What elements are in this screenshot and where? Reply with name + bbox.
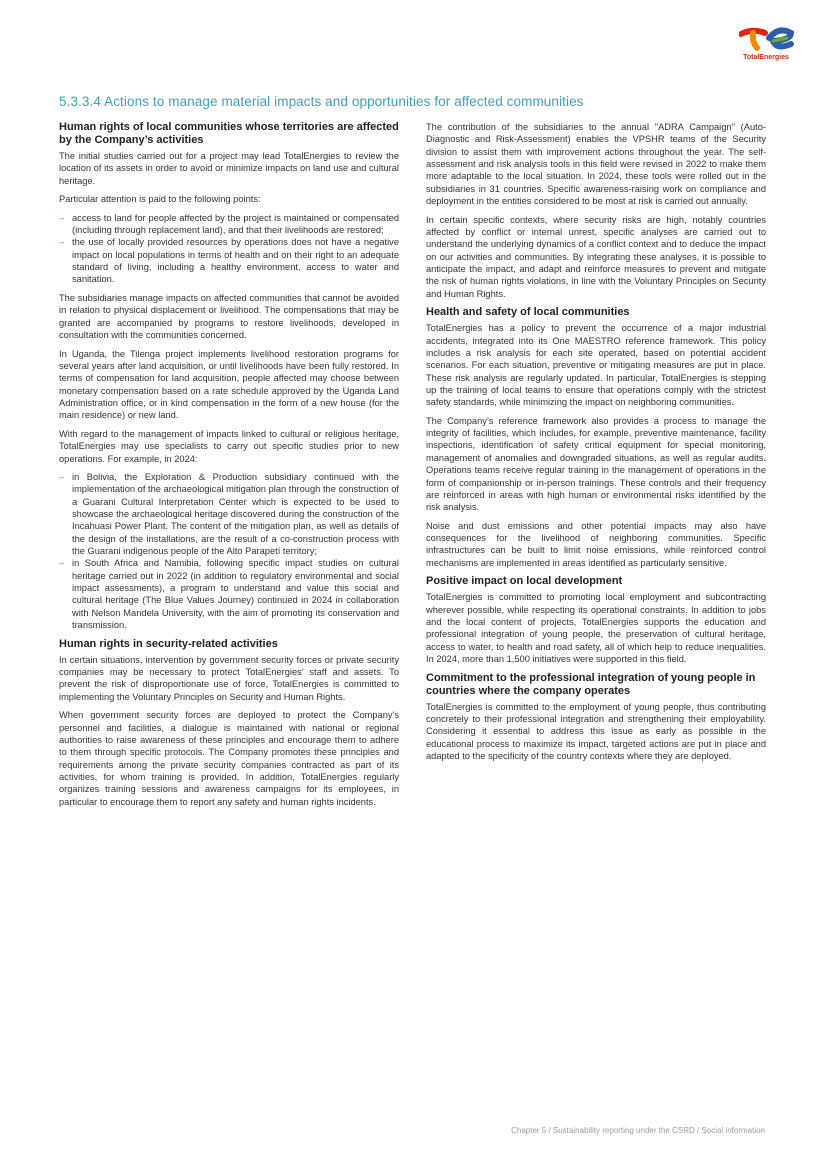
list-item: – access to land for people affected by the project is maintained or compensated (including through replacement land), and that their livelihoods are restored; — [59, 212, 399, 236]
paragraph: Particular attention is paid to the following points: — [59, 194, 261, 205]
heading-security: Human rights in security-related activities — [59, 637, 278, 650]
dash-bullet-icon: – — [59, 237, 65, 248]
heading-young-people: Commitment to the professional integration of young people in countries where the company operates — [426, 671, 756, 697]
dash-bullet-icon: – — [59, 472, 65, 483]
logo-text: TotalEnergies — [743, 54, 789, 61]
bullet-list — [59, 212, 399, 286]
paragraph: TotalEnergies is committed to the employment of young people, thus contributing concretely to their professional integration and strengthening their employability. Considering it essential to address this issue as early as possible in the educational process to maximize its impact, targeted actions are put in place and adapted to the specificity of the country contexts where they are deployed. — [426, 701, 766, 761]
paragraph: TotalEnergies is committed to promoting local employment and subcontracting wherever possible, while respecting its operational constraints. In addition to jobs and the local content of projects, TotalEnergies supports the education and professional integration of young people, the preservation of cultural heritage, access to water, to health and road safety, all of which help to reduce inequalities. In 2024, more than 1,500 initiatives were supported in this field. — [426, 592, 766, 664]
paragraph: In Uganda, the Tilenga project implements livelihood restoration programs for several years after land acquisition, or until livelihoods have been fully restored. In terms of compensation for land acquisition, people affected may choose between monetary compensation based on a rate schedule approved by the Uganda Land Administration office, or in kind compensation in the form of a new house (for the main residence) or new land. — [59, 348, 399, 421]
paragraph: The initial studies carried out for a project may lead TotalEnergies to review the location of its assets in order to avoid or minimize impacts on land use and cultural heritage. — [59, 151, 399, 186]
totalenergies-logo-icon — [739, 24, 795, 52]
list-item: – the use of locally provided resources by operations does not have a negative impact on local populations in terms of health and on their right to an adequate standard of living, including a healthy environment, access to water and sanitation. — [59, 237, 399, 285]
section-title: 5.3.3.4 Actions to manage material impacts and opportunities for affected communities — [59, 94, 584, 109]
bullet-list — [59, 471, 399, 631]
heading-local-development: Positive impact on local development — [426, 575, 623, 588]
dash-bullet-icon: – — [59, 558, 65, 569]
dash-bullet-icon: – — [59, 212, 65, 223]
paragraph: The Company’s reference framework also provides a process to manage the integrity of facilities, which includes, for example, preventive maintenance, facility inspections, identification of safety critical equipment for special monitoring, management of anomalies and downgraded situations, as well as regular audits. Operations teams receive regular training in the management of operations in the form of companionship or in-person trainings. These controls and their frequency are reinforced in areas with high human or environmental risks identified by the risk analysis. — [426, 415, 766, 513]
paragraph: With regard to the management of impacts linked to cultural or religious heritage, TotalEnergies may use specialists to carry out specific studies prior to new operations. For example, in 2024: — [59, 428, 399, 464]
right-column — [426, 121, 766, 768]
paragraph: In certain specific contexts, where security risks are high, notably countries affected by conflict or internal unrest, specific analyses are carried out to understand the underlying dynamics of a conflict context and to deduce the impact on our activities and communities. By integrating these analyses, it is possible to anticipate the impact, and adapt and reinforce measures to prevent and mitigate the risk of human rights violations, in line with the Voluntary Principles on Security and Human Rights. — [426, 214, 766, 299]
paragraph: In certain situations, intervention by government security forces or private security companies may be necessary to protect TotalEnergies’ staff and assets. To prevent the risk of disproportionate use of force, TotalEnergies is committed to implementing the Voluntary Principles on Security and Human Rights. — [59, 654, 399, 702]
left-column — [59, 121, 399, 814]
heading-health-safety: Health and safety of local communities — [426, 306, 630, 319]
totalenergies-logo — [735, 24, 797, 68]
page-footer: Chapter 5 / Sustainability reporting under the CSRD / Social information — [511, 1126, 765, 1135]
paragraph: Noise and dust emissions and other potential impacts may also have consequences for the livelihood of neighboring communities. Specific infrastructures can be built to limit noise emissions, while reinforced control mechanisms are implemented in areas identified as particularly sensitive. — [426, 520, 766, 568]
list-item: – in Bolivia, the Exploration & Production subsidiary continued with the implementation of the archaeological mitigation plan through the construction of a Guarani Cultural Interpretation Center which is expected to be used to showcase the archaeological heritage discovered during the construction of the Incahuasi Power Plant. The content of the mitigation plan, as well as details of the design of the installations, are the result of a co-construction process with the Guarani indigenous people of the Alto Parapetí territory; — [59, 472, 399, 557]
paragraph: When government security forces are deployed to protect the Company's personnel and facilities, a dialogue is maintained with national or regional authorities to raise awareness of these principles and encourage them to adhere to them through specific protocols. The Company promotes these principles and requirements among the private security companies contracted as part of its activities, for whom training is provided. In addition, TotalEnergies regularly organizes training sessions and awareness campaigns for its employees, in particular to encourage them to report any safety and human rights incidents. — [59, 710, 399, 807]
paragraph: The subsidiaries manage impacts on affected communities that cannot be avoided in relation to physical displacement or livelihood. The compensations that may be granted are accompanied by programs to restore livelihoods, developed in consultation with the communities concerned. — [59, 293, 399, 341]
paragraph: The contribution of the subsidiaries to the annual "ADRA Campaign" (Auto-Diagnostic and Risk-Assessment) enables the VPSHR teams of the Security division to assist them with improvement actions throughout the year. The self-assessment and risk analysis tools in this field were revised in 2022 to make them more adaptable to the local situation. In 2024, these tools were rolled out in the subsidiaries in 31 countries. Specific awareness-raising work on compliance and deployment in the entities considered to be most at risk is carried out annually. — [426, 122, 766, 207]
paragraph: TotalEnergies has a policy to prevent the occurrence of a major industrial accidents, integrated into its One MAESTRO reference framework. This policy includes a risk analysis for each site operated, based on potential accident scenarios. For each situation, preventive or mitigating measures are put in place. These risk analysis are regularly updated. In particular, TotalEnergies is stepping up the training of local teams to ensure that operations comply with the strictest safety standards, while minimizing the impact on neighboring communities. — [426, 323, 766, 408]
list-item: – in South Africa and Namibia, following specific impact studies on cultural heritage carried out in 2022 (in addition to regulatory environmental and social impact assessments), a program to understand and value this social and cultural heritage (The Blue Values Journey) continued in 2024 in collaboration with Nelson Mandela University, with the aim of promoting its conservation and transmission. — [59, 558, 399, 631]
heading-local-communities: Human rights of local communities whose territories are affected by the Company’s activities — [59, 121, 399, 146]
